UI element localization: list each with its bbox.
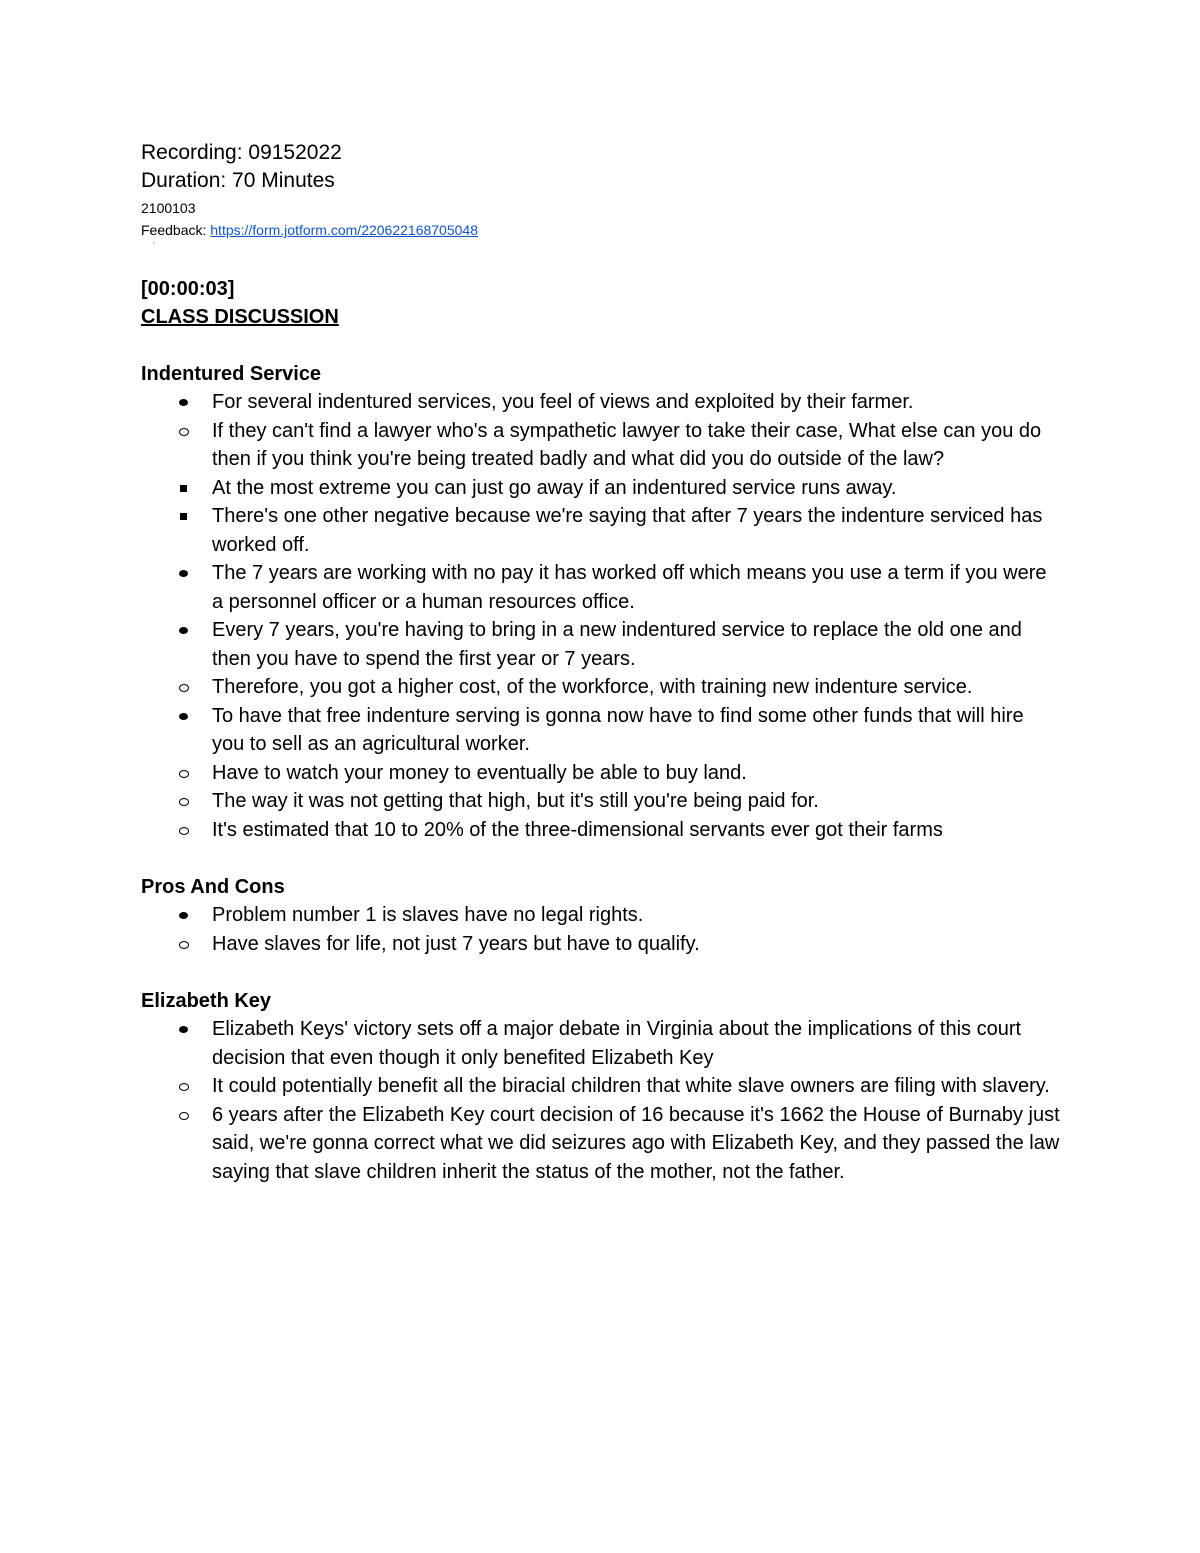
- list-item: At the most extreme you can just go away if an indentured service runs away.: [141, 474, 1061, 503]
- section-title: CLASS DISCUSSION: [141, 306, 339, 328]
- list-item: To have that free indenture serving is gonna now have to find some other funds that will hire you to sell as an agricultural worker. Have to watch your money to eventually be able to buy land. The way it was not getting that high, but it's still you're being paid for. It's estimated that 10 to 20% of the three-dimensional servants ever got their farms: [141, 702, 1061, 845]
- duration-line: Duration: 70 Minutes: [141, 169, 335, 192]
- heading-elizabeth-key: Elizabeth Key: [141, 990, 272, 1012]
- list-item: The way it was not getting that high, but it's still you're being paid for.: [141, 787, 1061, 816]
- course-code: 2100103: [141, 200, 196, 216]
- recording-line: Recording: 09152022: [141, 141, 342, 164]
- list-item: 6 years after the Elizabeth Key court decision of 16 because it's 1662 the House of Burnaby just said, we're gonna correct what we did seizures ago with Elizabeth Key, and they passed the law saying that slave children inherit the status of the mother, not the father.: [141, 1101, 1061, 1187]
- list-item: There's one other negative because we're saying that after 7 years the indenture serviced has worked off. The 7 years are working with no pay it has worked off which means you use a term if you were a personnel officer or a human resources office. Every 7 years, you're having to bring in a new indentured service to replace the old one and then you have to spend the first year or 7 years. Therefore, you got a higher cost, of the workforce, with training new indenture service.: [141, 502, 1061, 702]
- feedback-link[interactable]: https://form.jotform.com/220622168705048: [210, 222, 478, 238]
- heading-indentured-service: Indentured Service: [141, 363, 322, 385]
- indentured-list: [141, 388, 1061, 844]
- elizabeth-key-list: [141, 1015, 1061, 1186]
- pros-cons-list: [141, 901, 1061, 958]
- document-page: [141, 139, 1061, 1186]
- list-item: Therefore, you got a higher cost, of the workforce, with training new indenture service.: [141, 673, 1061, 702]
- feedback-label: Feedback:: [141, 222, 211, 238]
- timestamp: [00:00:03]: [141, 278, 235, 300]
- list-item: If they can't find a lawyer who's a sympathetic lawyer to take their case, What else can you do then if you think you're being treated badly and what did you do outside of the law? At the most extreme you can just go away if an indentured service runs away. There's one other negative because we're saying that after 7 years the indenture serviced has worked off. The 7 years are working with no pay it has worked off which means you use a term if you were a personnel officer or a human resources office. Every 7 years, you're having to bring in a new indentured service to replace the old one and then you have to spend the first year or 7 years. Therefore, you got a higher cost, of the workforce, with training new indenture service.: [141, 417, 1061, 702]
- list-item: The 7 years are working with no pay it has worked off which means you use a term if you were a personnel officer or a human resources office.: [141, 559, 1061, 616]
- list-item: It could potentially benefit all the biracial children that white slave owners are filing with slavery.: [141, 1072, 1061, 1101]
- stray-mark: ': [153, 241, 155, 252]
- list-item: Problem number 1 is slaves have no legal rights. Have slaves for life, not just 7 years but have to qualify.: [141, 901, 1061, 958]
- heading-pros-and-cons: Pros And Cons: [141, 876, 285, 898]
- feedback-line: [141, 219, 1061, 241]
- list-item: Have to watch your money to eventually be able to buy land.: [141, 759, 1061, 788]
- list-item: It's estimated that 10 to 20% of the three-dimensional servants ever got their farms: [141, 816, 1061, 845]
- list-item: Elizabeth Keys' victory sets off a major debate in Virginia about the implications of this court decision that even though it only benefited Elizabeth Key It could potentially benefit all the biracial children that white slave owners are filing with slavery. 6 years after the Elizabeth Key court decision of 16 because it's 1662 the House of Burnaby just said, we're gonna correct what we did seizures ago with Elizabeth Key, and they passed the law saying that slave children inherit the status of the mother, not the father.: [141, 1015, 1061, 1186]
- list-item: Every 7 years, you're having to bring in a new indentured service to replace the old one and then you have to spend the first year or 7 years. Therefore, you got a higher cost, of the workforce, with training new indenture service.: [141, 616, 1061, 702]
- list-item: For several indentured services, you feel of views and exploited by their farmer. If they can't find a lawyer who's a sympathetic lawyer to take their case, What else can you do then if you think you're being treated badly and what did you do outside of the law? At the most extreme you can just go away if an indentured service runs away. There's one other negative because we're saying that after 7 years the indenture serviced has worked off. The 7 years are working with no pay it has worked off which means you use a term if you were a personnel officer or a human resources office. Every 7 years, you're having to bring in a new indentured service to replace the old one and then you have to spend the first year or 7 years. Therefore, you got a higher cost, of the workforce, with training new indenture service.: [141, 388, 1061, 702]
- list-item: Have slaves for life, not just 7 years but have to qualify.: [141, 930, 1061, 959]
